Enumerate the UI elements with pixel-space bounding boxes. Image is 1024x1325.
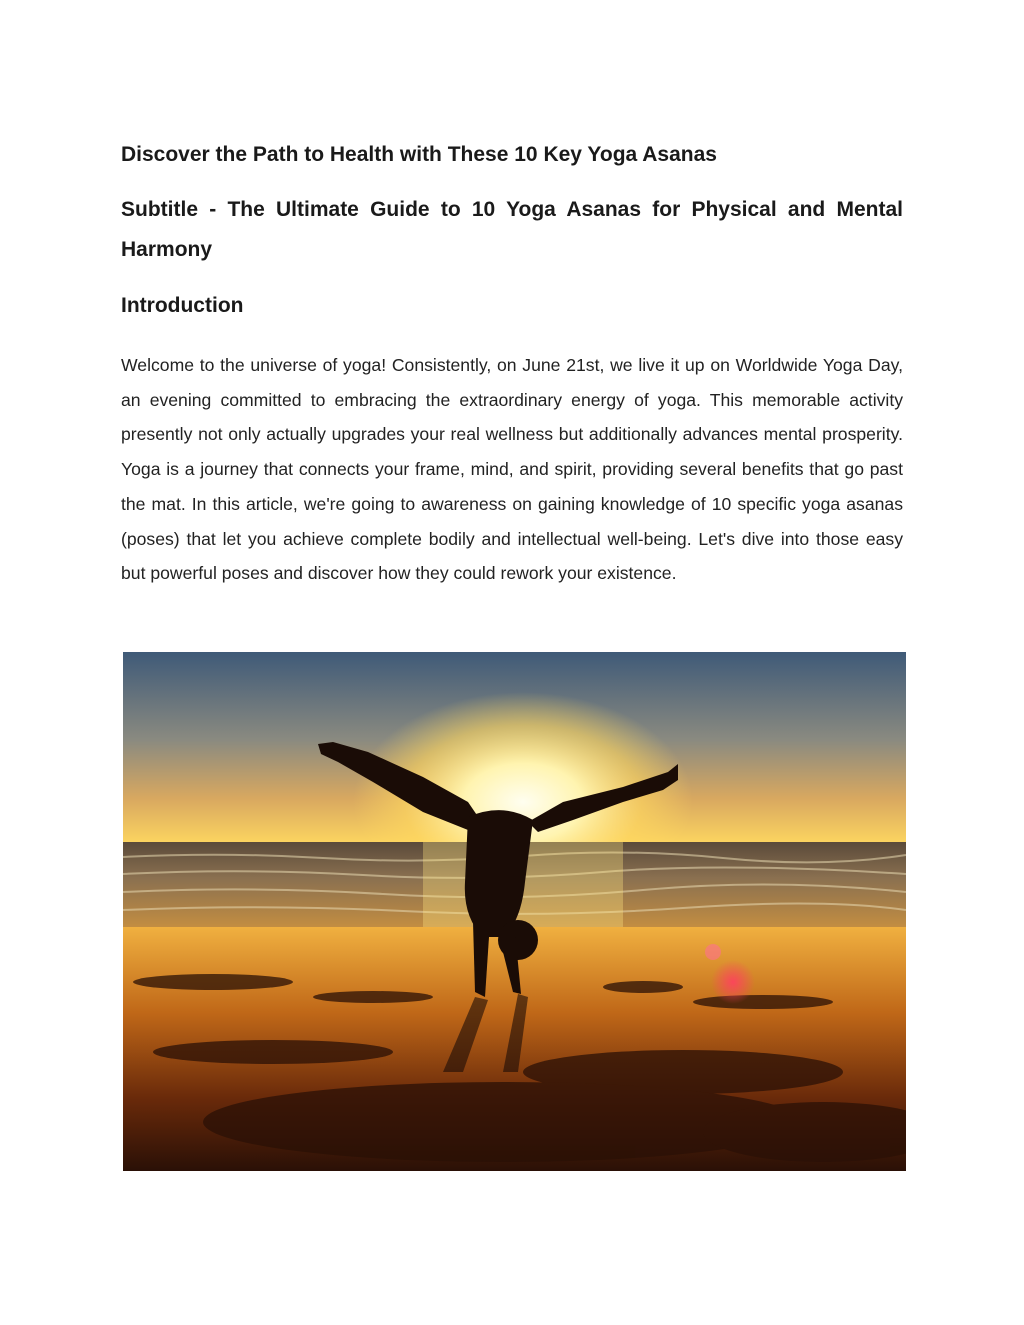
photo-illustration bbox=[123, 652, 906, 1171]
yoga-handstand-sunset-photo bbox=[123, 652, 906, 1171]
document-title: Discover the Path to Health with These 10 Key Yoga Asanas bbox=[121, 143, 717, 166]
intro-paragraph: Welcome to the universe of yoga! Consistently, on June 21st, we live it up on Worldwide Yoga Day, an evening committed to embracing the extraordinary energy of yoga. This memorable activity presently not only actually upgrades your real wellness but additionally advances mental prosperity. Yoga is a journey that connects your frame, mind, and spirit, providing several benefits that go past the mat. In this article, we're going to awareness on gaining knowledge of 10 specific yoga asanas (poses) that let you achieve complete bodily and intellectual well-being. Let's dive into those easy but powerful poses and discover how they could rework your existence. bbox=[121, 355, 903, 584]
lens-flare-small bbox=[705, 944, 721, 960]
lens-flare bbox=[711, 960, 755, 1004]
document-subtitle: Subtitle - The Ultimate Guide to 10 Yoga Asanas for Physical and Mental Harmony bbox=[121, 198, 903, 261]
section-heading-introduction: Introduction bbox=[121, 294, 244, 317]
